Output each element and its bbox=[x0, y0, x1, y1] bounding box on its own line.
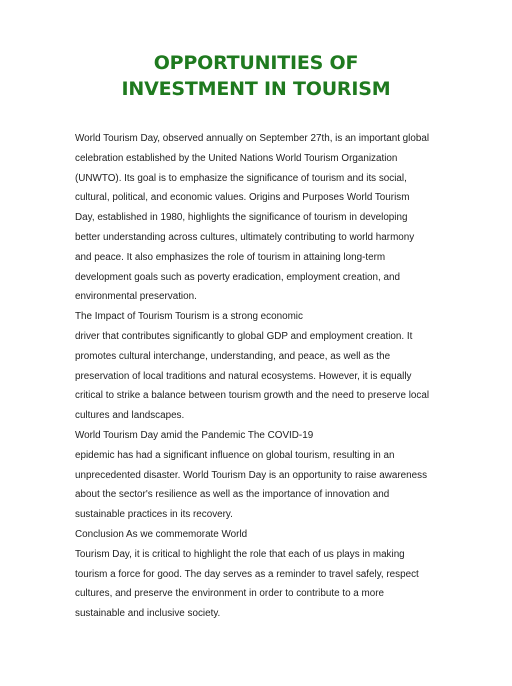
text-line: cultural, political, and economic values. Origins and Purposes World Tourism bbox=[75, 192, 410, 204]
text-line: cultures and landscapes. bbox=[75, 410, 185, 422]
text-line: Tourism Day, it is critical to highlight the role that each of us plays in making bbox=[75, 548, 405, 560]
text-line: driver that contributes significantly to global GDP and employment creation. It bbox=[75, 330, 413, 342]
title-line-2: INVESTMENT IN TOURISM bbox=[121, 78, 391, 100]
text-line: promotes cultural interchange, understanding, and peace, as well as the bbox=[75, 350, 391, 362]
text-line: (UNWTO). Its goal is to emphasize the significance of tourism and its social, bbox=[75, 172, 407, 184]
text-line: critical to strike a balance between tourism growth and the need to preserve local bbox=[75, 390, 430, 402]
text-line: preservation of local traditions and natural ecosystems. However, it is equally bbox=[75, 370, 412, 382]
text-line: development goals such as poverty eradication, employment creation, and bbox=[75, 271, 400, 283]
body-text bbox=[75, 129, 447, 624]
text-line: environmental preservation. bbox=[75, 291, 197, 303]
text-line: about the sector's resilience as well as the importance of innovation and bbox=[75, 489, 390, 501]
text-line: sustainable practices in its recovery. bbox=[75, 509, 233, 521]
text-line: celebration established by the United Nations World Tourism Organization bbox=[75, 152, 398, 164]
page-title bbox=[0, 50, 512, 102]
text-line: cultures, and preserve the environment in order to contribute to a more bbox=[75, 588, 385, 600]
text-line: epidemic has had a significant influence on global tourism, resulting in an bbox=[75, 449, 395, 461]
text-line: sustainable and inclusive society. bbox=[75, 608, 221, 620]
text-line: and peace. It also emphasizes the role of tourism in attaining long-term bbox=[75, 251, 386, 263]
title-line-1: OPPORTUNITIES OF bbox=[153, 52, 359, 74]
text-line: unprecedented disaster. World Tourism Day is an opportunity to raise awareness bbox=[75, 469, 428, 481]
text-line: better understanding across cultures, ultimately contributing to world harmony bbox=[75, 231, 415, 243]
text-line: World Tourism Day, observed annually on September 27th, is an important global bbox=[75, 133, 430, 144]
text-line: Day, established in 1980, highlights the significance of tourism in developing bbox=[75, 212, 408, 224]
section-heading-line: World Tourism Day amid the Pandemic The COVID-19 bbox=[75, 429, 314, 441]
text-line: tourism a force for good. The day serves as a reminder to travel safely, respect bbox=[75, 568, 419, 580]
section-heading-line: The Impact of Tourism Tourism is a strong economic bbox=[75, 311, 303, 323]
section-heading-line: Conclusion As we commemorate World bbox=[75, 528, 248, 540]
